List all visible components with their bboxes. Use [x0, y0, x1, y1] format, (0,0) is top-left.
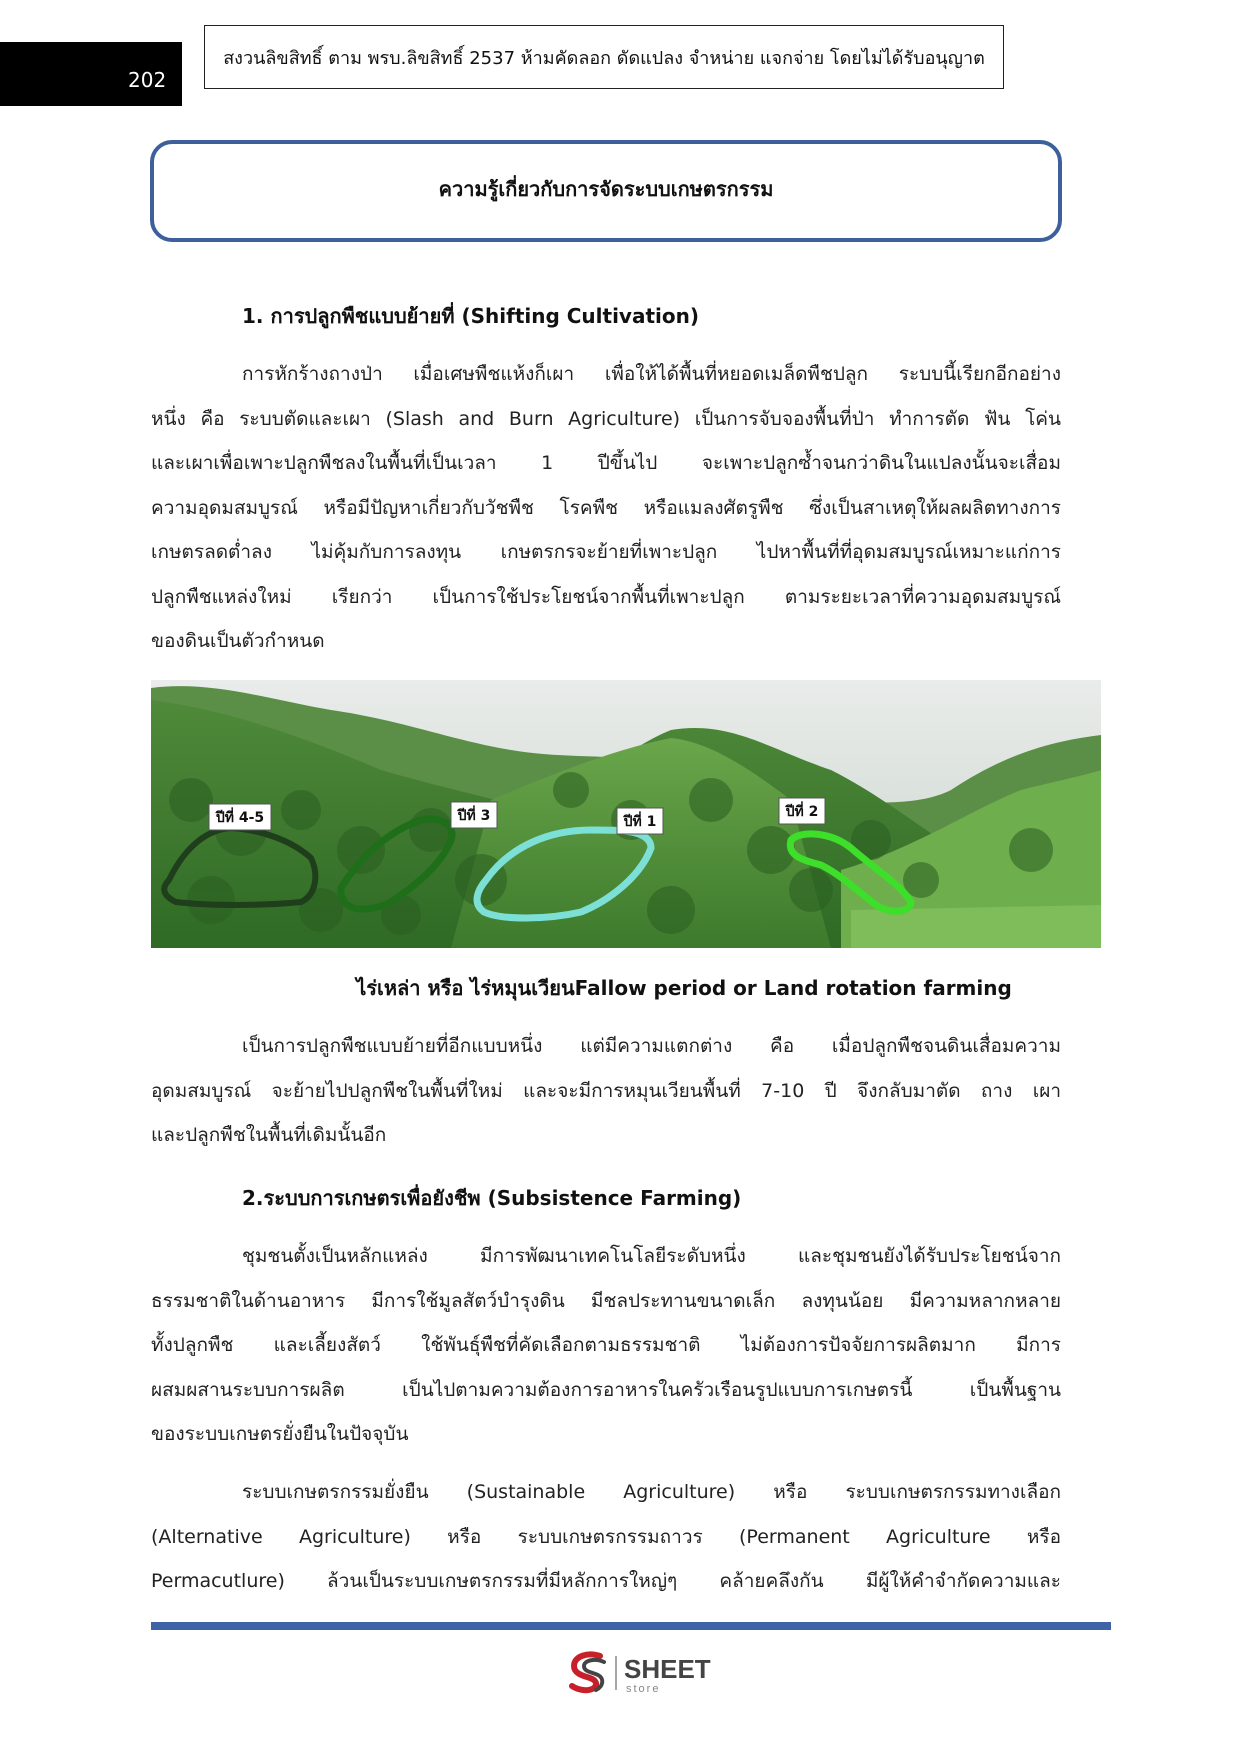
section1b-paragraph	[151, 1024, 1061, 1158]
logo-s-icon	[572, 1654, 604, 1690]
text-line: หนึ่ง คือ ระบบตัดและเผา (Slash and Burn Agriculture) เป็นการจับจองพื้นที่ป่า ทำการตัด ฟัน โค่น	[151, 407, 1061, 430]
text-line: ระบบเกษตรกรรมยั่งยืน (Sustainable Agriculture) หรือ ระบบเกษตรกรรมทางเลือก	[242, 1481, 1061, 1503]
label-year-1: ปีที่ 1	[623, 814, 657, 830]
text-line: และปลูกพืชในพื้นที่เดิมนั้นอีก	[151, 1124, 387, 1146]
section3-paragraph	[151, 1470, 1061, 1604]
label-year-3: ปีที่ 3	[457, 808, 491, 824]
text-line: อุดมสมบูรณ์ จะย้ายไปปลูกพืชในพื้นที่ใหม่ และจะมีการหมุนเวียนพื้นที่ 7-10 ปี จึงกลับมาตัด ถาง เผา	[151, 1079, 1061, 1102]
label-year-4-5: ปีที่ 4-5	[215, 810, 265, 826]
text-line: ผสมผสานระบบการผลิต เป็นไปตามความต้องการอาหารในครัวเรือนรูปแบบการเกษตรนี้ เป็นพื้นฐาน	[151, 1378, 1061, 1401]
sheet-store-logo	[566, 1648, 746, 1696]
text-line: ชุมชนตั้งเป็นหลักแหล่ง มีการพัฒนาเทคโนโลยีระดับหนึ่ง และชุมชนยังได้รับประโยชน์จาก	[242, 1245, 1061, 1267]
text-line: ทั้งปลูกพืช และเลี้ยงสัตว์ ใช้พันธุ์พืชที่คัดเลือกตามธรรมชาติ ไม่ต้องการปัจจัยการผลิตมาก มีการ	[151, 1334, 1061, 1356]
page-number: 202	[128, 68, 167, 92]
hillside-rotation-photo	[151, 680, 1101, 948]
text-line: ธรรมชาติในด้านอาหาร มีการใช้มูลสัตว์บำรุงดิน มีชลประทานขนาดเล็ก ลงทุนน้อย มีความหลากหลาย	[151, 1289, 1061, 1312]
text-line: (Alternative Agriculture) หรือ ระบบเกษตรกรรมถาวร (Permanent Agriculture หรือ	[151, 1525, 1061, 1548]
logo-brand-sub: store	[626, 1683, 661, 1695]
text-line: ปลูกพืชแหล่งใหม่ เรียกว่า เป็นการใช้ประโยชน์จากพื้นที่เพาะปลูก ตามระยะเวลาที่ความอุดมสมบูรณ์	[151, 585, 1061, 608]
page-title: ความรู้เกี่ยวกับการจัดระบบเกษตรกรรม	[150, 140, 1062, 242]
text-line: ของระบบเกษตรยั่งยืนในปัจจุบัน	[151, 1423, 409, 1445]
section2-heading: 2.ระบบการเกษตรเพื่อยังชีพ (Subsistence Farming)	[242, 1186, 742, 1210]
text-line: และเผาเพื่อเพาะปลูกพืชลงในพื้นที่เป็นเวลา 1 ปีขึ้นไป จะเพาะปลูกซ้ำจนกว่าดินในแปลงนั้นจะเสื่อม	[151, 452, 1061, 474]
text-line: ความอุดมสมบูรณ์ หรือมีปัญหาเกี่ยวกับวัชพืช โรคพืช หรือแมลงศัตรูพืช ซึ่งเป็นสาเหตุให้ผลผลิตทางการ	[151, 496, 1061, 519]
text-line: การหักร้างถางป่า เมื่อเศษพืชแห้งก็เผา เพื่อให้ได้พื้นที่หยอดเมล็ดพืชปลูก ระบบนี้เรียกอีกอย่าง	[242, 363, 1061, 385]
section1-paragraph	[151, 352, 1061, 664]
section2-paragraph	[151, 1234, 1061, 1457]
copyright-notice: สงวนลิขสิทธิ์ ตาม พรบ.ลิขสิทธิ์ 2537 ห้ามคัดลอก ดัดแปลง จำหน่าย แจกจ่าย โดยไม่ได้รับอนุญาต	[204, 25, 1004, 89]
text-line: เป็นการปลูกพืชแบบย้ายที่อีกแบบหนึ่ง แต่มีความแตกต่าง คือ เมื่อปลูกพืชจนดินเสื่อมความ	[242, 1035, 1061, 1057]
footer-rule	[151, 1622, 1111, 1630]
text-line: เกษตรลดต่ำลง ไม่คุ้มกับการลงทุน เกษตรกรจะย้ายที่เพาะปลูก ไปหาพื้นที่ที่อุดมสมบูรณ์เหมาะแก่การ	[151, 541, 1061, 563]
section1-heading: 1. การปลูกพืชแบบย้ายที่ (Shifting Cultivation)	[242, 304, 700, 328]
text-line: Permacutlure) ล้วนเป็นระบบเกษตรกรรมที่มีหลักการใหญ่ๆ คล้ายคลึงกัน มีผู้ให้คำจำกัดความและ	[151, 1570, 1061, 1592]
text-line: ของดินเป็นตัวกำหนด	[151, 630, 325, 652]
label-year-2: ปีที่ 2	[785, 804, 819, 820]
logo-brand: SHEET	[624, 1654, 711, 1684]
photo-caption: ไร่เหล่า หรือ ไร่หมุนเวียนFallow period or Land rotation farming	[356, 976, 1012, 1000]
